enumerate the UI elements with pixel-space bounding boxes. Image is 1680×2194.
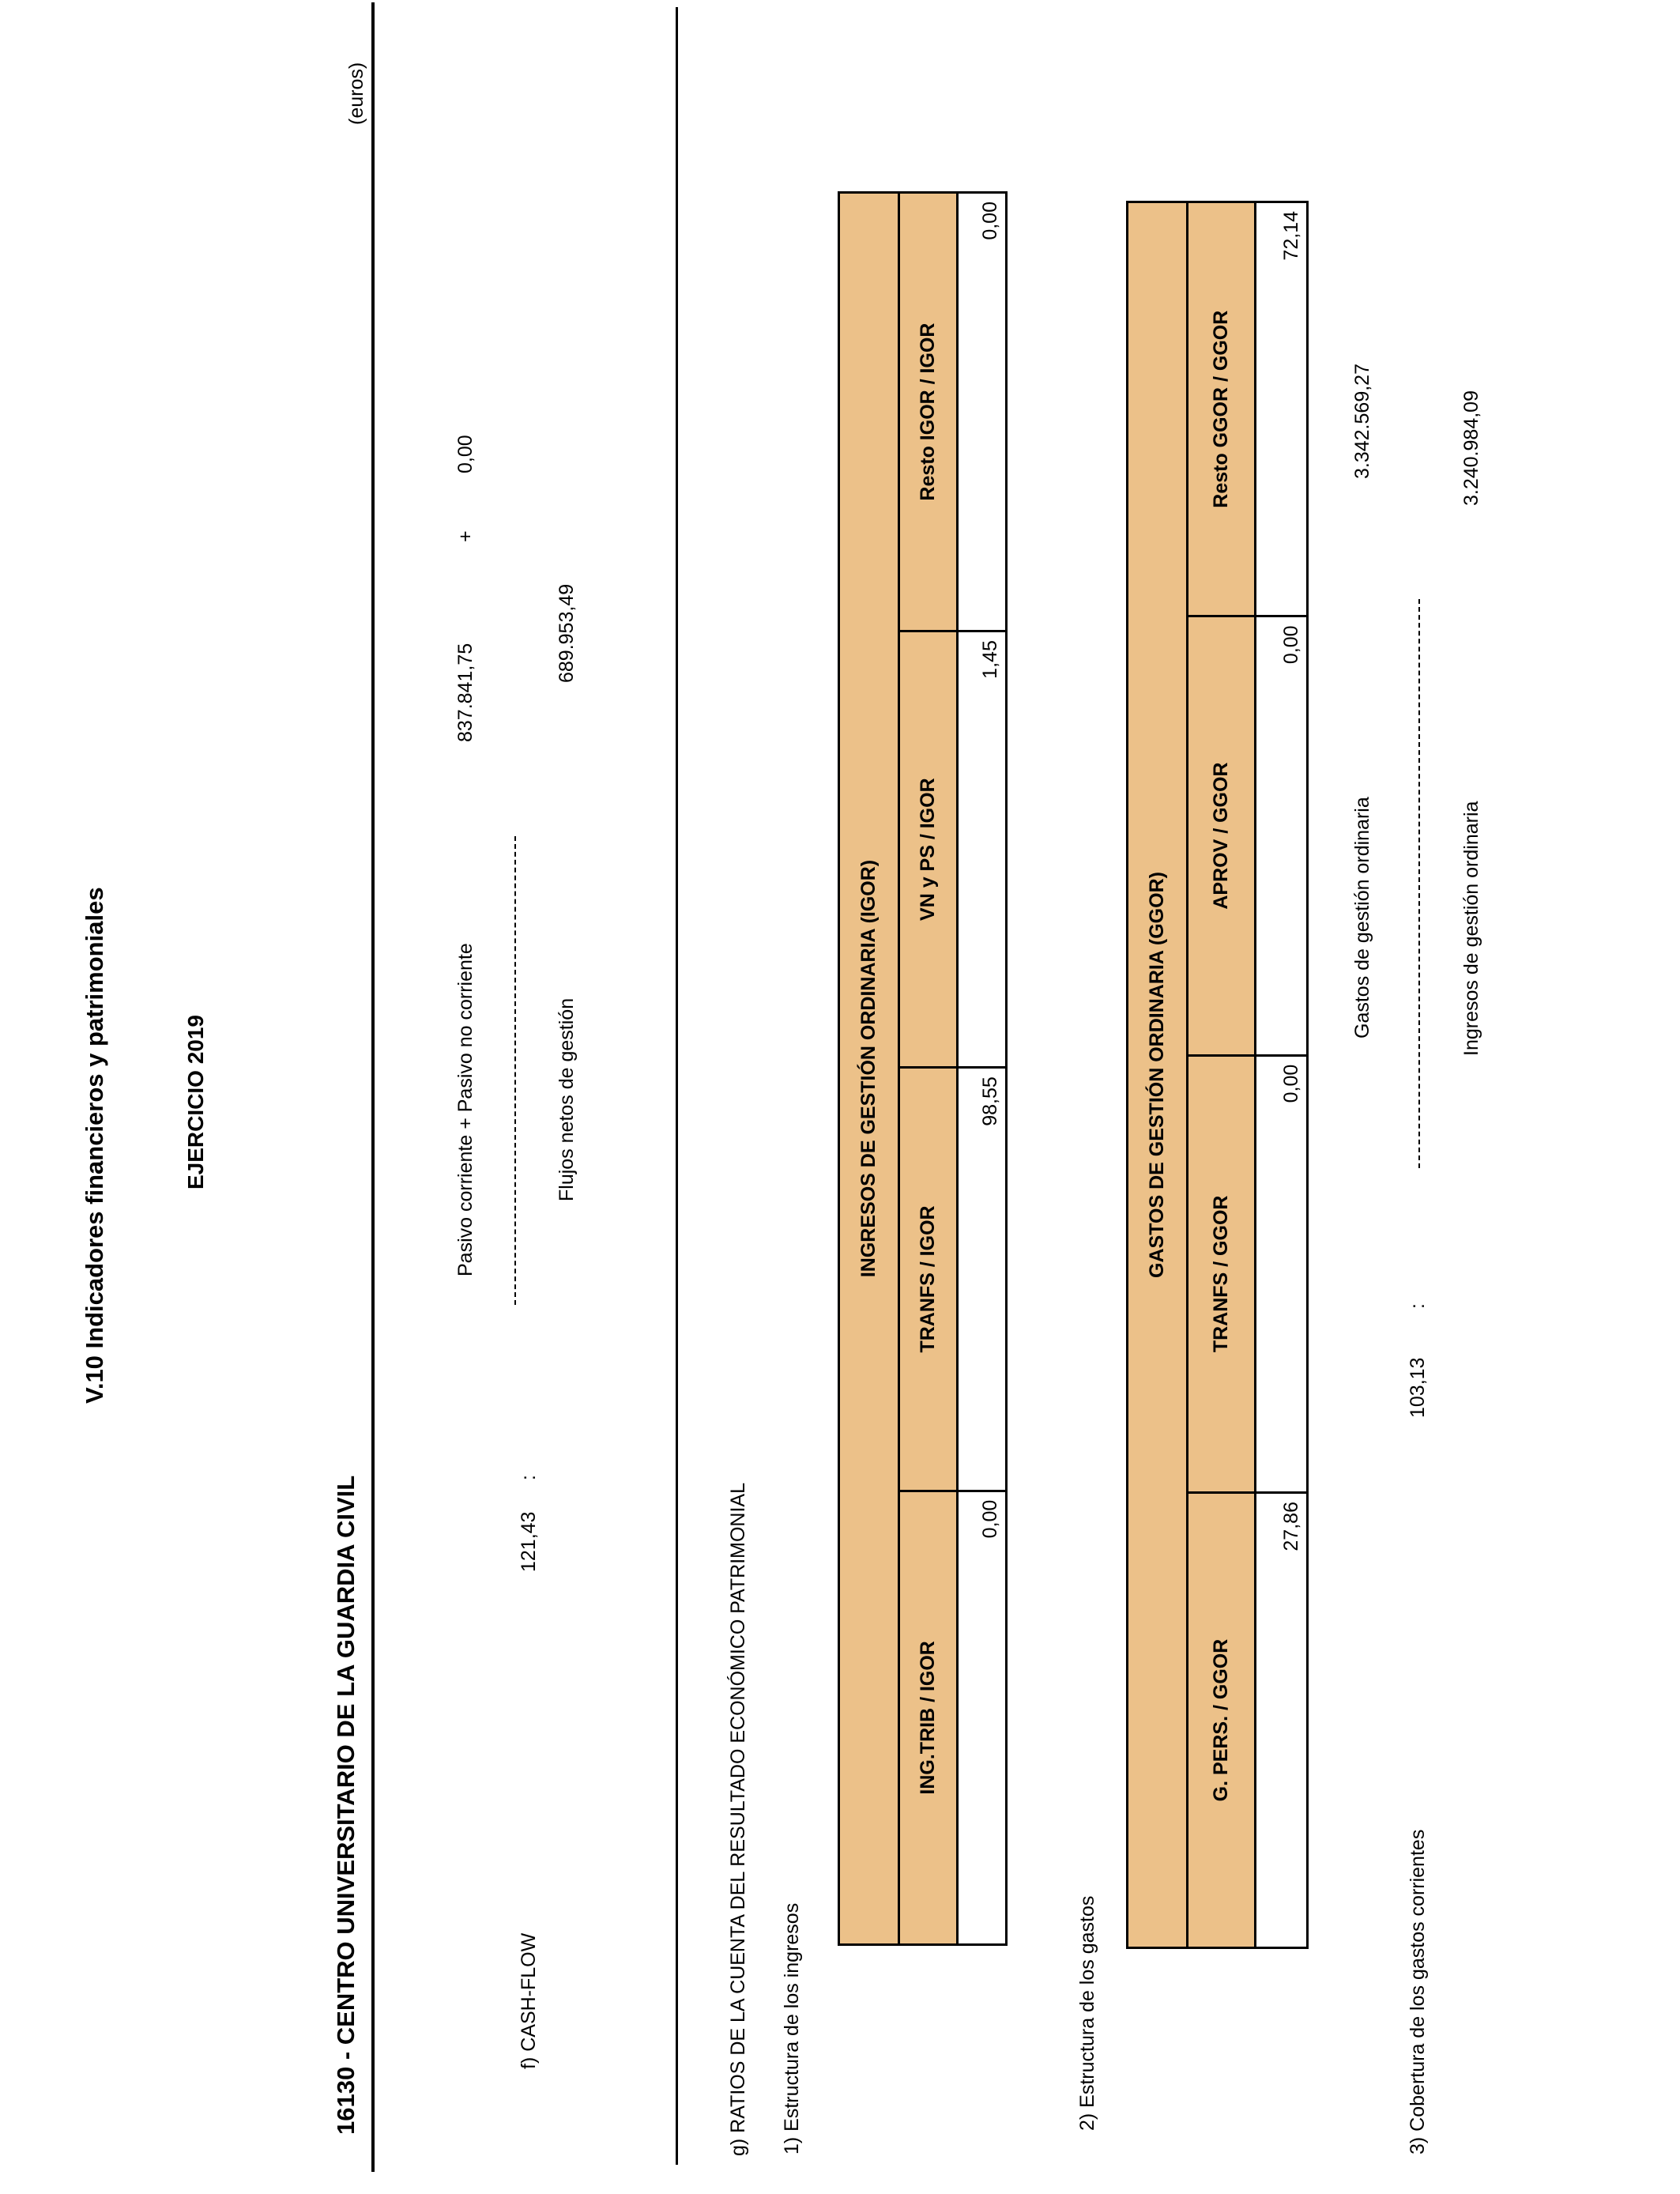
cashflow-denominator-value: 689.953,49 xyxy=(556,583,578,683)
ingresos-value-ingtrib: 0,00 xyxy=(958,1491,1007,1944)
cashflow-denominator-label: Flujos netos de gestión xyxy=(556,997,578,1201)
cashflow-value: 121,43 xyxy=(518,1511,540,1572)
ingresos-col-ingtrib: ING.TRIB / IGOR xyxy=(899,1491,958,1944)
cobertura-numerator-value: 3.342.569,27 xyxy=(1351,364,1373,479)
gastos-col-gpers: G. PERS. / GGOR xyxy=(1188,1493,1256,1948)
ratios-section-title: g) RATIOS DE LA CUENTA DEL RESULTADO ECONÓMICO PATRIMONIAL xyxy=(727,1483,749,2156)
cobertura-fraction-line xyxy=(1418,599,1420,1168)
entity-name: 16130 - CENTRO UNIVERSITARIO DE LA GUARDIA CIVIL xyxy=(332,1475,360,2135)
cashflow-numerator-label: Pasivo corriente + Pasivo no corriente xyxy=(454,943,477,1276)
ingresos-table-title: INGRESOS DE GESTIÓN ORDINARIA (IGOR) xyxy=(839,193,899,1945)
cashflow-plus: + xyxy=(454,530,477,542)
gastos-subtitle: 2) Estructura de los gastos xyxy=(1076,1895,1098,2131)
cashflow-colon: : xyxy=(518,1475,540,1480)
gastos-value-aprov: 0,00 xyxy=(1256,616,1308,1055)
ingresos-table xyxy=(838,191,1008,1946)
gastos-col-aprov: APROV / GGOR xyxy=(1188,616,1256,1055)
cobertura-colon: : xyxy=(1407,1303,1429,1309)
cashflow-numerator-value-2: 0,00 xyxy=(454,435,477,473)
cashflow-fraction-line xyxy=(514,836,516,1305)
gastos-col-resto: Resto GGOR / GGOR xyxy=(1188,202,1256,616)
cobertura-label: 3) Cobertura de los gastos corrientes xyxy=(1407,1829,1429,2154)
section-rule xyxy=(676,7,678,2165)
ingresos-col-resto: Resto IGOR / IGOR xyxy=(899,193,958,631)
ingresos-value-tranfs: 98,55 xyxy=(958,1068,1007,1491)
gastos-table xyxy=(1126,201,1309,1949)
report-title: V.10 Indicadores financieros y patrimoniales xyxy=(81,887,108,1404)
ingresos-subtitle: 1) Estructura de los ingresos xyxy=(781,1902,803,2154)
ingresos-value-vnps: 1,45 xyxy=(958,631,1007,1068)
gastos-value-tranfs: 0,00 xyxy=(1256,1055,1308,1492)
header-rule xyxy=(371,2,375,2172)
cobertura-value: 103,13 xyxy=(1407,1357,1429,1418)
gastos-col-tranfs: TRANFS / GGOR xyxy=(1188,1055,1256,1492)
ingresos-value-resto: 0,00 xyxy=(958,193,1007,631)
cashflow-numerator-value: 837.841,75 xyxy=(454,643,477,742)
cobertura-denominator-value: 3.240.984,09 xyxy=(1460,390,1482,506)
fiscal-year: EJERCICIO 2019 xyxy=(183,1015,208,1189)
gastos-table-title: GASTOS DE GESTIÓN ORDINARIA (GGOR) xyxy=(1128,202,1188,1948)
cobertura-denominator-label: Ingresos de gestión ordinaria xyxy=(1460,801,1482,1056)
gastos-value-resto: 72,14 xyxy=(1256,202,1308,616)
ingresos-col-tranfs: TRANFS / IGOR xyxy=(899,1068,958,1491)
cashflow-label: f) CASH-FLOW xyxy=(518,1932,540,2069)
cobertura-numerator-label: Gastos de gestión ordinaria xyxy=(1351,797,1373,1039)
currency-unit: (euros) xyxy=(345,62,367,125)
gastos-value-gpers: 27,86 xyxy=(1256,1493,1308,1948)
ingresos-col-vnps: VN y PS / IGOR xyxy=(899,631,958,1068)
